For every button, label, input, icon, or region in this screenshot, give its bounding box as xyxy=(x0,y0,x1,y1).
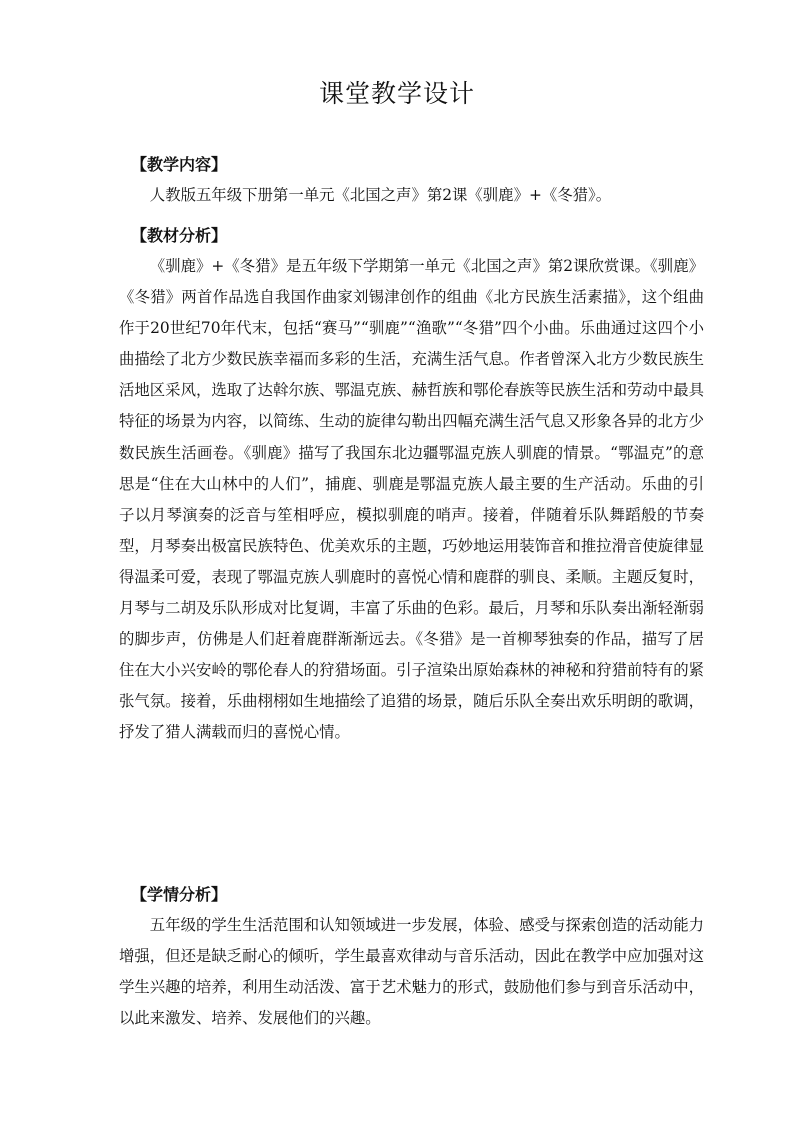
section-heading: 【教学内容】 xyxy=(131,155,228,174)
section-material-analysis xyxy=(119,221,704,749)
section-paragraph: 《驯鹿》+《冬猎》是五年级下学期第一单元《北国之声》第2课欣赏课。《驯鹿》《冬猎》两首作品选自我国作曲家刘锡津创作的组曲《北方民族生活素描》，这个组曲作于20世纪70年代末，包括“赛马”“驯鹿”“渔歌”“冬猎”四个小曲。乐曲通过这四个小曲描绘了北方少数民族幸福而多彩的生活，充满生活气息。作者曾深入北方少数民族生活地区采风，选取了达斡尔族、鄂温克族、赫哲族和鄂伦春族等民族生活和劳动中最具特征的场景为内容，以简练、生动的旋律勾勒出四幅充满生活气息又形象各异的北方少数民族生活画卷。《驯鹿》描写了我国东北边疆鄂温克族人驯鹿的情景。“鄂温克”的意思是“住在大山林中的人们”，捕鹿、驯鹿是鄂温克族人最主要的生产活动。乐曲的引子以月琴演奏的泛音与笙相呼应，模拟驯鹿的哨声。接着，伴随着乐队舞蹈般的节奏型，月琴奏出极富民族特色、优美欢乐的主题，巧妙地运用装饰音和推拉滑音使旋律显得温柔可爱，表现了鄂温克族人驯鹿时的喜悦心情和鹿群的驯良、柔顺。主题反复时，月琴与二胡及乐队形成对比复调，丰富了乐曲的色彩。最后，月琴和乐队奏出渐轻渐弱的脚步声，仿佛是人们赶着鹿群渐渐远去。《冬猎》是一首柳琴独奏的作品，描写了居住在大小兴安岭的鄂伦春人的狩猎场面。引子渲染出原始森林的神秘和狩猎前特有的紧张气氛。接着，乐曲栩栩如生地描绘了追猎的场景，随后乐队全奏出欢乐明朗的歌调，抒发了猎人满载而归的喜悦心情。 xyxy=(119,257,704,742)
section-paragraph: 人教版五年级下册第一单元《北国之声》第2课《驯鹿》+《冬猎》。 xyxy=(149,186,612,204)
section-teaching-content xyxy=(119,150,704,211)
section-heading: 【教材分析】 xyxy=(131,226,228,245)
section-paragraph: 五年级的学生生活范围和认知领域进一步发展，体验、感受与探索创造的活动能力增强，但还是缺乏耐心的倾听，学生最喜欢律动与音乐活动，因此在教学中应加强对这学生兴趣的培养，利用生动活泼、富于艺术魅力的形式，鼓励他们参与到音乐活动中，以此来激发、培养、发展他们的兴趣。 xyxy=(119,916,704,1028)
section-student-analysis xyxy=(119,880,704,1034)
page-title: 课堂教学设计 xyxy=(318,79,475,108)
section-heading: 【学情分析】 xyxy=(131,885,228,904)
